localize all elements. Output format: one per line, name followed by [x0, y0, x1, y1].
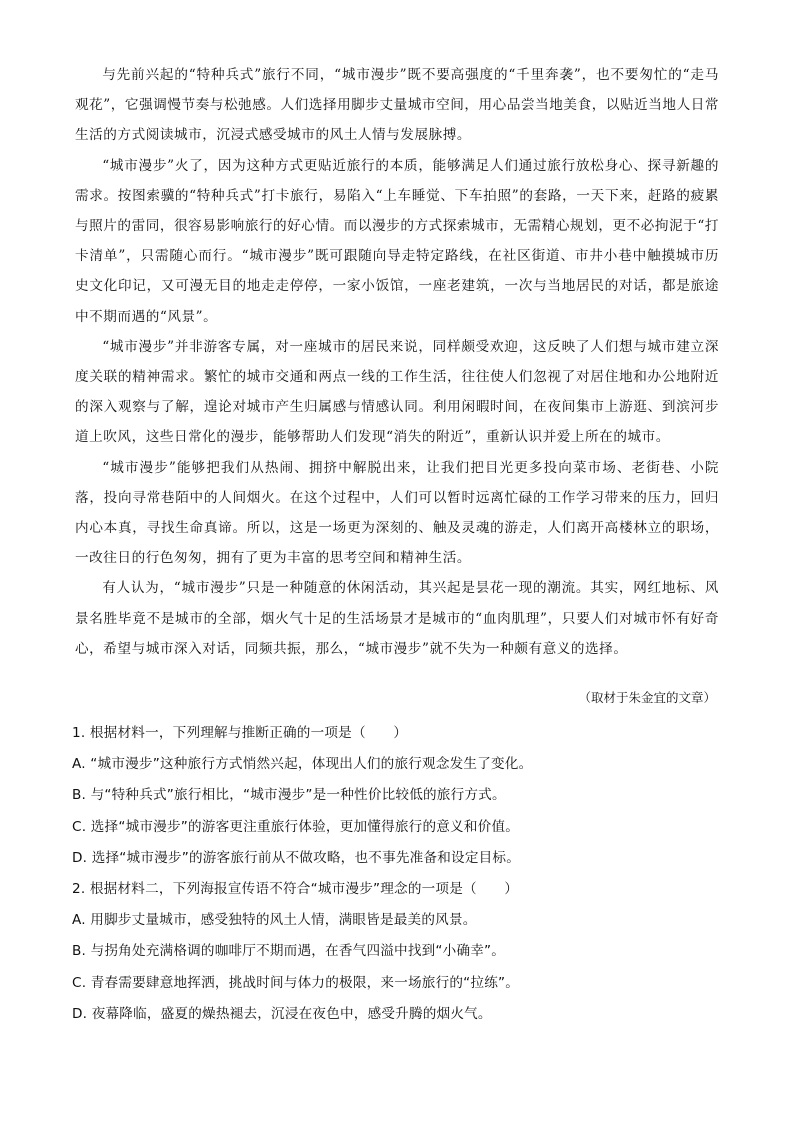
passage-paragraph-4: “城市漫步”能够把我们从热闹、拥挤中解脱出来，让我们把目光更多投向菜市场、老街巷、小院落，投向寻常巷陌中的人间烟火。在这个过程中，人们可以暂时远离忙碌的工作学习带来的压力，回归内心本真，寻找生命真谛。所以，这是一场更为深刻的、触及灵魂的游走，人们离开高楼林立的职场，一改往日的行色匆匆，拥有了更为丰富的思考空间和精神生活。	[75, 459, 719, 567]
question-1-option-b: B. 与“特种兵式”旅行相比，“城市漫步”是一种性价比较低的旅行方式。	[72, 787, 506, 804]
reading-passage	[75, 60, 719, 664]
passage-paragraph-5: 有人认为，“城市漫步”只是一种随意的休闲活动，其兴起是昙花一现的潮流。其实，网红地标、风景名胜毕竟不是城市的全部，烟火气十足的生活场景才是城市的“血肉肌理”，只要人们对城市怀有好奇心，希望与城市深入对话，同频共振，那么，“城市漫步”就不失为一种颇有意义的选择。	[75, 580, 719, 657]
question-2-option-c: C. 青春需要肆意地挥洒，挑战时间与体力的极限，来一场旅行的“拉练”。	[72, 974, 520, 991]
passage-paragraph-1: 与先前兴起的“特种兵式”旅行不同，“城市漫步”既不要高强度的“千里奔袭”，也不要匆忙的“走马观花”，它强调慢节奏与松弛感。人们选择用脚步丈量城市空间，用心品尝当地美食，以贴近当地人日常生活的方式阅读城市，沉浸式感受城市的风土人情与发展脉搏。	[75, 67, 719, 144]
questions-section	[72, 718, 722, 1030]
question-2-option-b: B. 与拐角处充满格调的咖啡厅不期而遇，在香气四溢中找到“小确幸”。	[72, 943, 506, 960]
passage-source-note: （取材于朱金宜的文章）	[578, 690, 716, 705]
question-1-option-a: A. “城市漫步”这种旅行方式悄然兴起，体现出人们的旅行观念发生了变化。	[72, 756, 533, 773]
question-1-option-d: D. 选择“城市漫步”的游客旅行前从不做攻略，也不事先准备和设定目标。	[72, 849, 521, 866]
question-1-stem: 1. 根据材料一，下列理解与推断正确的一项是（ ）	[72, 725, 408, 741]
question-2-option-a: A. 用脚步丈量城市，感受独特的风土人情，满眼皆是最美的风景。	[72, 912, 477, 929]
question-1-option-c: C. 选择“城市漫步”的游客更注重旅行体验，更加懂得旅行的意义和价值。	[72, 818, 520, 835]
passage-paragraph-2: “城市漫步”火了，因为这种方式更贴近旅行的本质，能够满足人们通过旅行放松身心、探寻新趣的需求。按图索骥的“特种兵式”打卡旅行，易陷入“上车睡觉、下车拍照”的套路，一天下来，赶路的疲累与照片的雷同，很容易影响旅行的好心情。而以漫步的方式探索城市，无需精心规划，更不必拘泥于“打卡清单”，只需随心而行。“城市漫步”既可跟随向导走特定路线，在社区街道、市井小巷中触摸城市历史文化印记，又可漫无目的地走走停停，一家小饭馆，一座老建筑，一次与当地居民的对话，都是旅途中不期而遇的“风景”。	[75, 157, 719, 325]
question-2-stem: 2. 根据材料二，下列海报宣传语不符合“城市漫步”理念的一项是（ ）	[72, 881, 519, 898]
passage-paragraph-3: “城市漫步”并非游客专属，对一座城市的居民来说，同样颇受欢迎，这反映了人们想与城市建立深度关联的精神需求。繁忙的城市交通和两点一线的工作生活，往往使人们忽视了对居住地和办公地附近的深入观察与了解，遑论对城市产生归属感与情感认同。利用闲暇时间，在夜间集市上游逛、到滨河步道上吹风，这些日常化的漫步，能够帮助人们发现“消失的附近”，重新认识并爱上所在的城市。	[75, 338, 719, 446]
question-2-option-d: D. 夜幕降临，盛夏的燥热褪去，沉浸在夜色中，感受升腾的烟火气。	[72, 1005, 492, 1022]
